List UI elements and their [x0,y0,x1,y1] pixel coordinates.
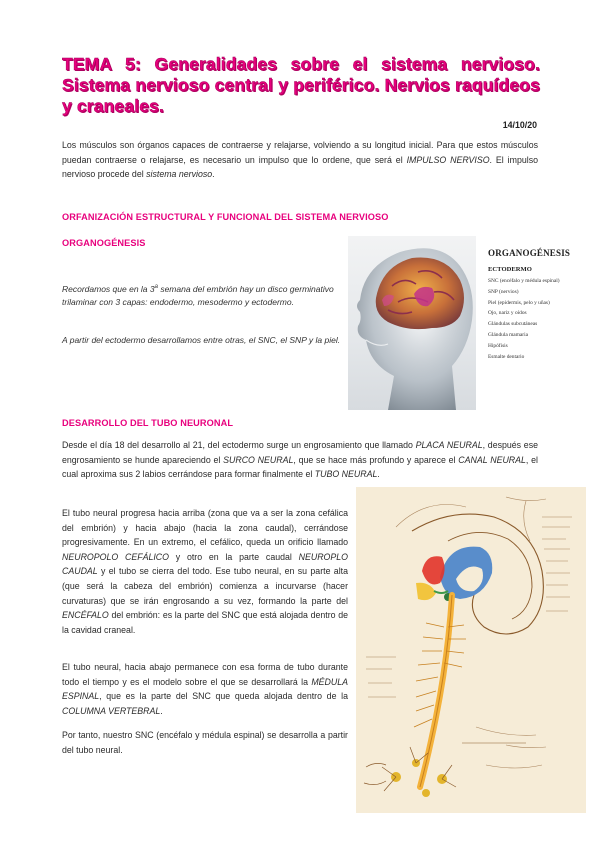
legend-title: ORGANOGÉNESIS [488,248,571,258]
organogenesis-legend [486,236,586,362]
tubo-paragraph-3: El tubo neural, hacia abajo permanece con esa forma de tubo durante todo el tiempo y es el modelo sobre el que se desarrollará la MÉDULA ESPINAL, que es la parte del SNC que queda alojada dentro de la COLUMNA VERTEBRAL. [62,662,348,716]
brain-head-icon [348,236,476,410]
legend-item: Ojo, nariz y oídos [488,310,527,317]
page-title: TEMA 5: Generalidades sobre el sistema nervioso. Sistema nervioso central y periférico. Nervios raquídeos y craneales. [62,54,540,116]
neural-tube-sketch-icon [356,487,586,813]
date-label: 14/10/20 [502,120,537,130]
legend-subtitle: ECTODERMO [488,266,532,273]
impulso-term: IMPULSO NERVISO [406,154,490,165]
legend-item: Piel (epidermis, pelo y uñas) [488,299,550,306]
legend-item: SNP (nervios) [488,288,519,295]
section-heading-tubo-neuronal: DESARROLLO DEL TUBO NEURONAL [62,418,234,428]
tubo-paragraph-2: El tubo neural progresa hacia arriba (zona que va a ser la zona cefálica del embrión) y hacia abajo (hacia la zona caudal), cerrándose progresivamente. En un extremo, el cefálico, queda un orificio llamado NEUROPOLO CEFÁLICO y otro en la parte caudal NEUROPLO CAUDAL y el tubo se cierra del todo. Ese tubo neural, en su parte alta (que será la cabeza del embrión) comienza a incurvarse (hacer curvaturas) que se irán engrosando a su vez, formando la parte del ENCÉFALO del embrión: es la parte del SNC que está alojada dentro de la cavidad craneal. [62,508,348,635]
tubo-paragraph-1: Desde el día 18 del desarrollo al 21, del ectodermo surge un engrosamiento que llamado PLACA NEURAL, después ese engrosamiento se hunde apareciendo el SURCO NEURAL, que se hace más profundo y aparece el CANAL NEURAL, el cual aproxima sus 2 labios cerrándose para formar finalmente el TUBO NEURAL. [62,440,538,480]
neural-tube-drawing [356,487,586,813]
brain-head-image [348,236,476,410]
organogenesis-paragraph-2: A partir del ectodermo desarrollamos entre otras, el SNC, el SNP y la piel. [62,335,341,345]
legend-item: Glándula mamaria [488,331,528,338]
intro-paragraph: Los músculos son órganos capaces de contraerse y relajarse, volviendo a su longitud inicial. Para que estos músculos puedan contraerse o relajarse, es necesario un impulso que lo ordene, que será el IMPULSO NERVISO. El impulso nervioso procede del sistema nervioso. [62,140,538,180]
legend-item: Esmalte dentario [488,353,525,360]
section-heading-organizacion: ORFANIZACIÓN ESTRUCTURAL Y FUNCIONAL DEL SISTEMA NERVIOSO [62,212,389,222]
section-heading-organogenesis: ORGANOGÉNESIS [62,238,146,248]
tubo-paragraph-4: Por tanto, nuestro SNC (encéfalo y médula espinal) se desarrolla a partir del tubo neural. [62,730,348,755]
organogenesis-paragraph-1: Recordamos que en la 3$^a$ semana del embrión hay un disco germinativo trilaminar con 3 capas: endodermo, mesodermo y ectodermo. [62,283,334,308]
sistema-term: sistema nervioso [146,169,213,180]
legend-item: Hipófisis [488,342,508,349]
legend-item: SNC (encéfalo y médula espinal) [488,278,560,284]
legend-item: Glándulas subcutáneas [488,321,538,328]
